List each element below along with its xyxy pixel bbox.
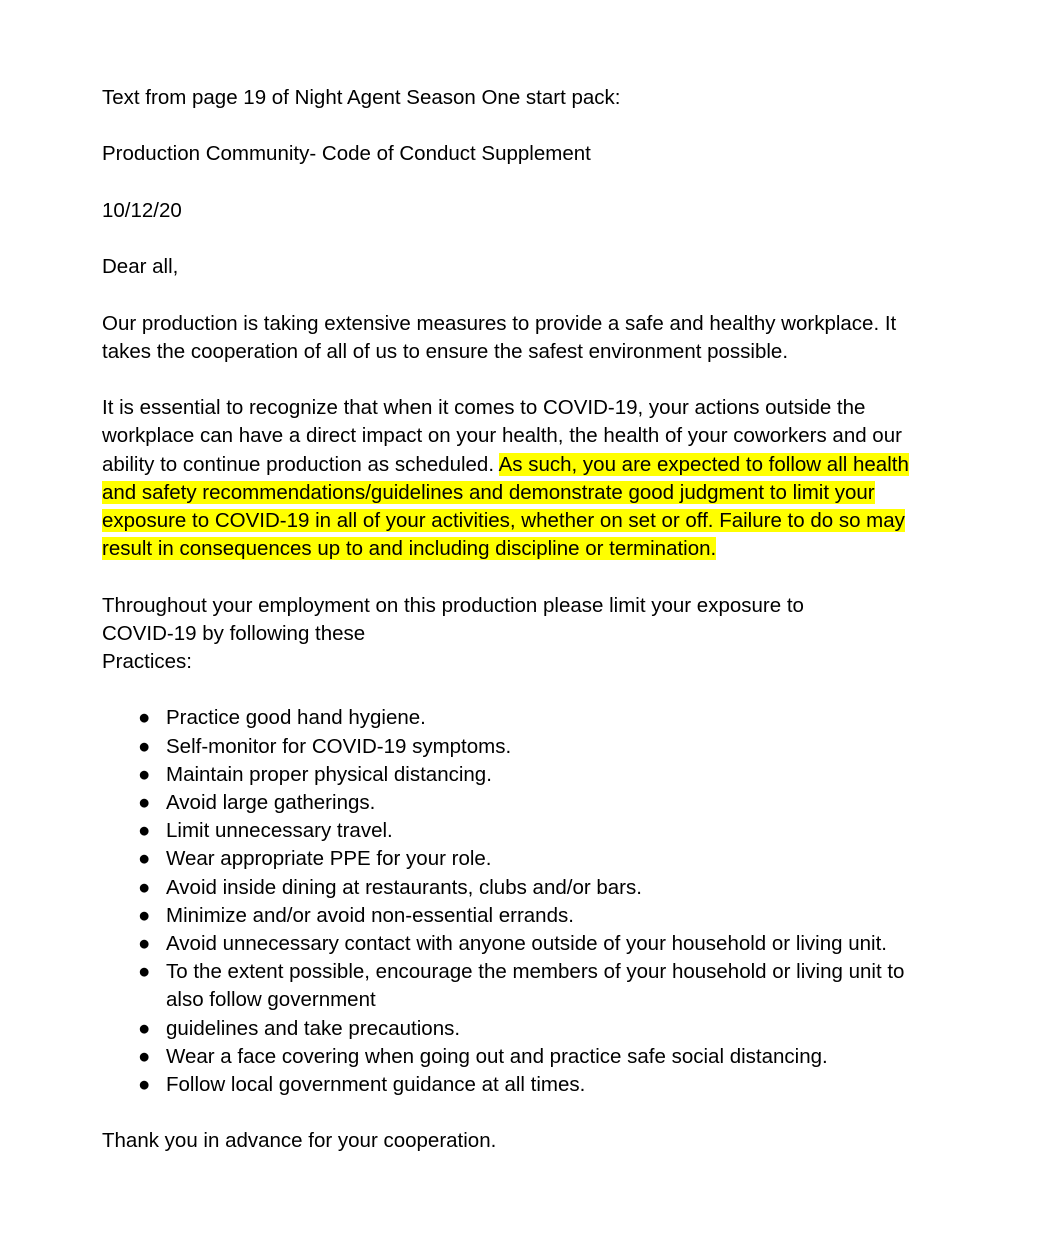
practice-list-item: [102, 1015, 942, 1043]
bullet-icon: ●: [138, 1073, 151, 1096]
paragraph-2-plain-text: It is essential to recognize that when it comes to COVID-19, your actions outside the workplace can have a direct impact on your health, the health of your coworkers and our ability to continue production as scheduled.: [102, 396, 902, 476]
practice-list-item: [102, 1071, 942, 1099]
practices-intro: [102, 592, 942, 677]
practice-text: Wear a face covering when going out and practice safe social distancing.: [166, 1044, 828, 1068]
practice-list-item: [102, 930, 942, 958]
practice-list-item: [102, 958, 942, 1014]
paragraph-2-highlighted-text: As such, you are expected to follow all health and safety recommendations/guidelines and demonstrate good judgment to limit your exposure to COVID-19 in all of your activities, whether on set or off. Failure to do so may result in consequences up to and including discipline or termination.: [102, 452, 909, 561]
bullet-icon: ●: [138, 790, 151, 814]
bullet-icon: ●: [138, 1016, 151, 1040]
bullet-icon: ●: [138, 847, 151, 871]
practice-list-item: [102, 1043, 942, 1071]
bullet-icon: ●: [138, 931, 151, 955]
practice-list-item: [102, 704, 942, 732]
practice-text: Wear appropriate PPE for your role.: [166, 847, 492, 871]
practices-intro-line-1: Throughout your employment on this production please limit your exposure to: [102, 593, 804, 617]
bullet-icon: ●: [138, 819, 151, 843]
bullet-icon: ●: [138, 1044, 151, 1068]
greeting: Dear all,: [102, 255, 179, 279]
practice-text: Practice good hand hygiene.: [166, 706, 426, 730]
practice-text: guidelines and take precautions.: [166, 1016, 461, 1040]
paragraph-1: Our production is taking extensive measures to provide a safe and healthy workplace. It takes the cooperation of all of us to ensure the safest environment possible.: [102, 311, 897, 363]
paragraph-2: [102, 394, 942, 563]
practice-text: Avoid large gatherings.: [166, 790, 376, 814]
practice-list-item: [102, 761, 942, 789]
practice-text: Follow local government guidance at all times.: [166, 1073, 586, 1096]
practices-list: [102, 704, 942, 1099]
practice-list-item: [102, 902, 942, 930]
practices-intro-line-2: COVID-19 by following these: [102, 621, 366, 645]
practices-intro-line-3: Practices:: [102, 649, 192, 673]
practice-list-item: [102, 845, 942, 873]
practice-text: Self-monitor for COVID-19 symptoms.: [166, 734, 512, 758]
document-page: [102, 84, 942, 1184]
bullet-icon: ●: [138, 875, 151, 899]
practice-text: Avoid unnecessary contact with anyone outside of your household or living unit.: [166, 931, 887, 955]
bullet-icon: ●: [138, 960, 151, 984]
practice-text: To the extent possible, encourage the members of your household or living unit to also follow government: [166, 960, 905, 1012]
practice-list-item: [102, 817, 942, 845]
bullet-icon: ●: [138, 903, 151, 927]
bullet-icon: ●: [138, 734, 151, 758]
bullet-icon: ●: [138, 762, 151, 786]
bullet-icon: ●: [138, 706, 151, 730]
practice-list-item: [102, 789, 942, 817]
practice-text: Maintain proper physical distancing.: [166, 762, 492, 786]
practice-list-item: [102, 874, 942, 902]
document-title: Production Community- Code of Conduct Supplement: [102, 142, 591, 166]
document-date: 10/12/20: [102, 198, 182, 222]
intro-line: Text from page 19 of Night Agent Season One start pack:: [102, 86, 621, 109]
closing-line: Thank you in advance for your cooperation.: [102, 1129, 497, 1153]
practice-list-item: [102, 733, 942, 761]
practice-text: Avoid inside dining at restaurants, clubs and/or bars.: [166, 875, 642, 899]
practice-text: Limit unnecessary travel.: [166, 819, 393, 843]
practice-text: Minimize and/or avoid non-essential errands.: [166, 903, 574, 927]
